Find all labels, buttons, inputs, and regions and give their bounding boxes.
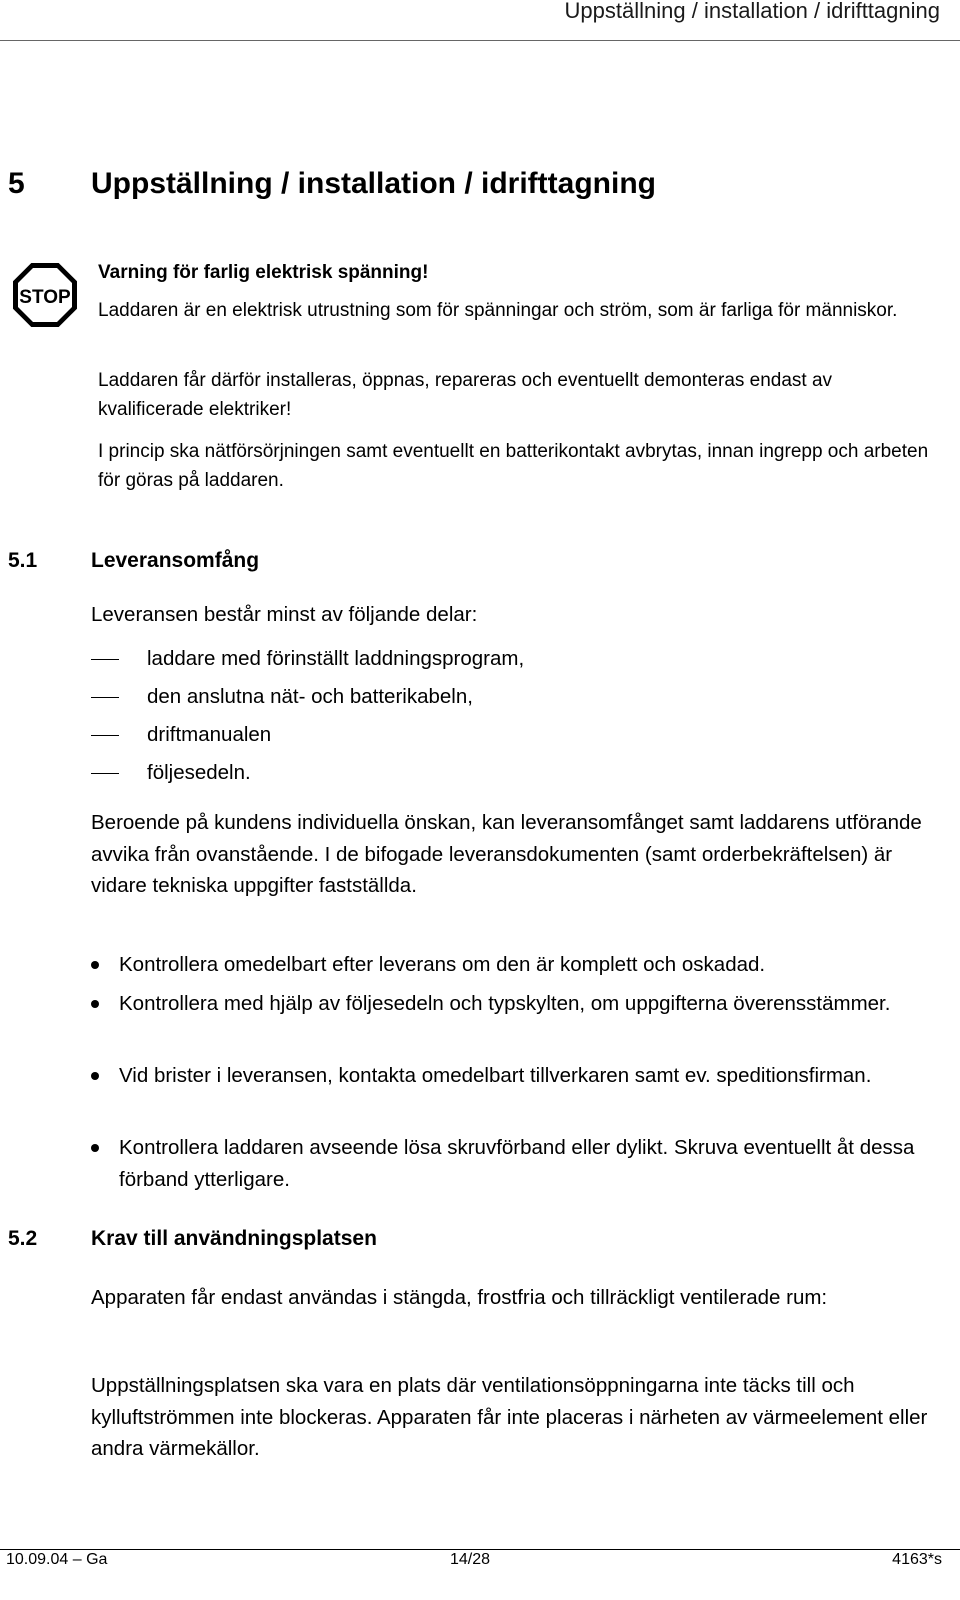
footer-divider bbox=[0, 1549, 960, 1550]
bullet-marker bbox=[91, 1000, 99, 1008]
footer-page-number: 14/28 bbox=[450, 1551, 491, 1568]
running-header: Uppställning / installation / idrifttagning bbox=[564, 0, 940, 23]
delivery-intro: Leveransen består minst av följande delar: bbox=[91, 603, 478, 626]
dash-marker bbox=[91, 697, 119, 698]
section-title: Leveransomfång bbox=[91, 549, 260, 572]
header-divider bbox=[0, 40, 960, 41]
dash-marker bbox=[91, 735, 119, 736]
location-paragraph: Uppställningsplatsen ska vara en plats där ventilationsöppningarna inte täcks till och kylluftströmmen inte blockeras. Apparaten får inte placeras i närheten av värmeelement eller andra värmekällor. bbox=[91, 1374, 928, 1460]
chapter-heading bbox=[8, 167, 656, 201]
bullet-item bbox=[91, 1060, 951, 1092]
bullet-item bbox=[91, 949, 951, 981]
bullet-text: Kontrollera omedelbart efter leverans om den är komplett och oskadad. bbox=[119, 953, 766, 976]
bullet-text: Kontrollera med hjälp av följesedeln och typskylten, om uppgifterna överensstämmer. bbox=[119, 992, 891, 1015]
bullet-marker bbox=[91, 1072, 99, 1080]
location-paragraph: Apparaten får endast användas i stängda, frostfria och tillräckligt ventilerade rum: bbox=[91, 1286, 828, 1309]
stop-sign-icon bbox=[12, 262, 78, 328]
bullet-marker bbox=[91, 961, 99, 969]
chapter-number: 5 bbox=[8, 167, 25, 200]
list-item-text: driftmanualen bbox=[147, 723, 272, 746]
stop-sign-text: STOP bbox=[19, 287, 71, 308]
footer-doc-code: 4163*s bbox=[892, 1551, 942, 1568]
bullet-marker bbox=[91, 1144, 99, 1152]
list-item-text: följesedeln. bbox=[147, 761, 251, 784]
section-heading-5-2 bbox=[8, 1227, 377, 1251]
section-number: 5.2 bbox=[8, 1227, 38, 1250]
warning-paragraph: Laddaren är en elektrisk utrustning som för spänningar och ström, som är farliga för människor. bbox=[98, 300, 898, 321]
dash-marker bbox=[91, 773, 119, 774]
bullet-item bbox=[91, 988, 951, 1020]
warning-paragraph: Laddaren får därför installeras, öppnas, repareras och eventuellt demonteras endast av kvalificerade elektriker! bbox=[98, 370, 833, 420]
footer-date: 10.09.04 – Ga bbox=[6, 1551, 108, 1568]
warning-paragraph: I princip ska nätförsörjningen samt eventuellt en batterikontakt avbrytas, innan ingrepp och arbeten för göras på laddaren. bbox=[98, 441, 929, 491]
section-title: Krav till användningsplatsen bbox=[91, 1227, 377, 1250]
chapter-title: Uppställning / installation / idrifttagning bbox=[91, 167, 656, 200]
delivery-paragraph: Beroende på kundens individuella önskan, kan leveransomfånget samt laddarens utförande avvika från ovanstående. I de bifogade leveransdokumenten (samt orderbekräftelsen) är vidare tekniska uppgifter fastställda. bbox=[91, 811, 922, 897]
section-number: 5.1 bbox=[8, 549, 38, 572]
bullet-text: Vid brister i leveransen, kontakta omedelbart tillverkaren samt ev. speditionsfirman. bbox=[119, 1064, 872, 1087]
list-item-text: laddare med förinställt laddningsprogram, bbox=[147, 647, 525, 670]
warning-title: Varning för farlig elektrisk spänning! bbox=[98, 262, 429, 283]
bullet-text: Kontrollera laddaren avseende lösa skruvförband eller dylikt. Skruva eventuellt åt dessa förband ytterligare. bbox=[119, 1136, 915, 1191]
section-heading-5-1 bbox=[8, 549, 259, 573]
bullet-item bbox=[91, 1132, 951, 1195]
list-item-text: den anslutna nät- och batterikabeln, bbox=[147, 685, 473, 708]
dash-marker bbox=[91, 659, 119, 660]
